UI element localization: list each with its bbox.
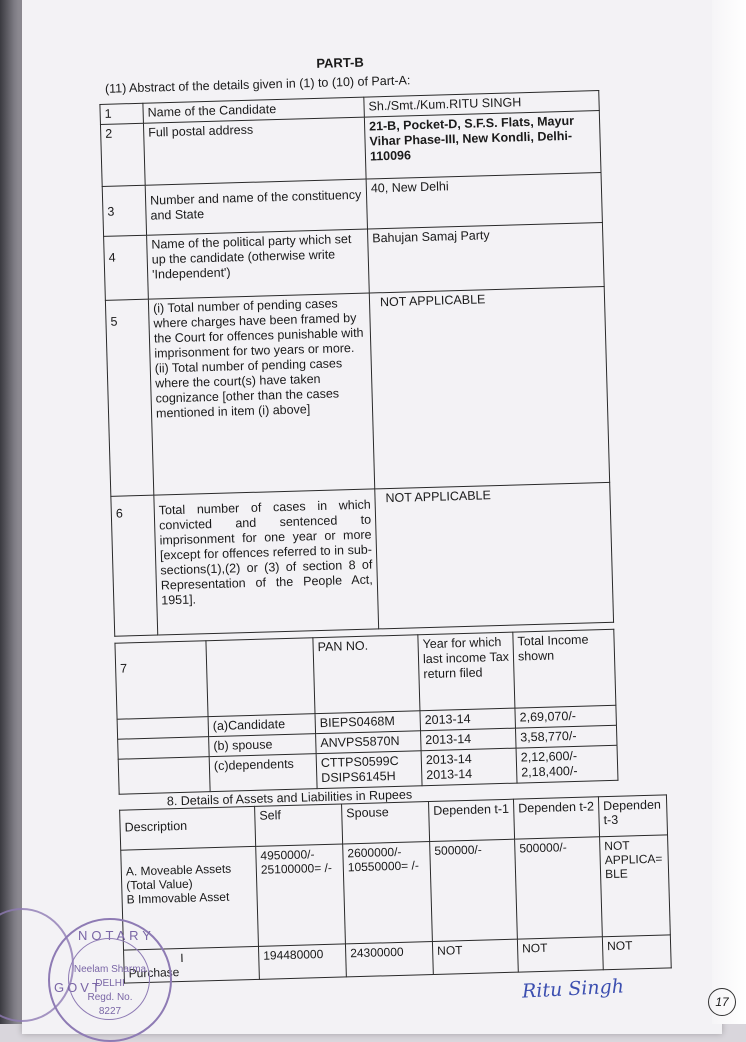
pan-number-1: CTTPS0599C [320, 753, 399, 771]
total-income: 2,69,070/- [515, 705, 617, 728]
column-header: Total Income shown [513, 629, 616, 708]
income-tax-table [114, 629, 618, 795]
total-income [516, 745, 618, 783]
pan-number [316, 751, 422, 789]
purchase-num: I [180, 950, 184, 966]
tax-year-1: 2013-14 [425, 751, 472, 768]
table-row [111, 482, 614, 636]
row-label: Total number of cases in which convicted and sentenced to imprisonment for one year or more [except for offences referred to in sub-sections(1),(2) or (3) of section 8 of Representation of the People Act, 1951]. [154, 489, 379, 635]
signature: Ritu Singh [521, 975, 625, 1003]
abstract-heading: (11) Abstract of the details given in (1) to (10) of Part-A: [104, 73, 411, 96]
purchase-dep2: NOT [517, 937, 603, 972]
blank-cell [117, 717, 209, 740]
column-header: Year for which last income Tax return filed [418, 632, 515, 711]
document-page [98, 38, 690, 1013]
tax-year-2: 2013-14 [426, 766, 473, 783]
pan-number-2: DSIPS6145H [321, 768, 396, 786]
purchase-spouse: 24300000 [345, 942, 433, 977]
seal-outer-text: NOTARY [78, 928, 155, 943]
page-number: 17 [708, 988, 736, 1016]
political-party: Bahujan Samaj Party [367, 222, 604, 293]
seal-number: 8227 [98, 1006, 122, 1017]
seal-city: DELHI [95, 978, 125, 989]
purchase-self: 194480000 [258, 944, 346, 979]
column-header: Description [120, 806, 256, 850]
immovable-assets-label: B Immovable Asset [126, 889, 230, 907]
convicted-cases-value: NOT APPLICABLE [375, 482, 614, 629]
column-header: Spouse [342, 802, 430, 844]
row-label: Name of the political party which set up the candidate (otherwise write 'Independent') [147, 229, 370, 299]
total-income-2: 2,18,400/- [521, 763, 578, 780]
table-row [105, 286, 609, 496]
column-header: Dependen t-2 [513, 797, 599, 839]
pending-cases-label-i: (i) Total number of pending cases where charges have been framed by the Court for offences punishable with imprisonment for two years or more. [152, 296, 364, 361]
pan-number: ANVPS5870N [316, 731, 422, 754]
row-number: 2 [100, 123, 145, 186]
blank-cell [118, 757, 210, 795]
column-header: Dependen t-3 [598, 795, 667, 837]
purchase-dep1: NOT [432, 939, 518, 974]
total-income-1: 2,12,600/- [520, 748, 578, 765]
assets-table [119, 794, 672, 983]
blank-cell [118, 737, 210, 760]
pending-cases-value: NOT APPLICABLE [369, 286, 609, 488]
pan-number: BIEPS0468M [315, 711, 421, 734]
dependent-type: (b) spouse [209, 734, 317, 757]
dependent-2-assets: 500000/- [515, 837, 603, 939]
row-label: Full postal address [143, 117, 366, 185]
row-number: 5 [105, 299, 153, 496]
seal-left-text: GOVT [54, 980, 103, 995]
column-header: Dependen t-1 [429, 799, 515, 841]
pending-cases-cell [148, 293, 374, 495]
spouse-assets: 2600000/- 10550000= /- [343, 842, 433, 944]
candidate-details-table [99, 90, 614, 637]
pending-cases-label-ii: (ii) Total number of pending cases where the court(s) have taken cognizance [other than the cases mentioned in item (i) above] [154, 356, 343, 421]
row-number: 1 [100, 103, 144, 124]
assets-title: 8. Details of Assets and Liabilities in Rupees [166, 787, 413, 809]
constituency: 40, New Delhi [366, 173, 602, 230]
seal-name: Neelam Sharma [73, 964, 147, 975]
notary-seal [48, 918, 172, 1042]
row-number: 7 [115, 641, 208, 720]
dependent-3-assets: NOT APPLICA= BLE [600, 835, 671, 937]
paper-edge [712, 0, 746, 1024]
row-number: 6 [111, 495, 158, 636]
dependent-type: (c)dependents [209, 754, 317, 792]
total-income: 3,58,770/- [515, 725, 617, 748]
candidate-name: Sh./Smt./Kum.RITU SINGH [364, 91, 599, 118]
part-title: PART-B [316, 54, 364, 71]
dependent-type: (a)Candidate [208, 714, 316, 737]
row-label: Number and name of the constituency and State [145, 179, 367, 235]
seal-reg: Regd. No. [87, 992, 133, 1003]
dependent-1-assets: 500000/- [430, 839, 518, 941]
row-label: Name of the Candidate [143, 97, 364, 123]
purchase-label: Purchase [128, 965, 180, 981]
tax-year: 2013-14 [421, 728, 517, 751]
blank-cell [206, 638, 315, 717]
row-number: 3 [102, 185, 146, 236]
postal-address: 21-B, Pocket-D, S.F.S. Flats, Mayur Vihar Phase-III, New Kondli, Delhi-110096 [364, 111, 601, 180]
table-row [115, 629, 616, 719]
table-row [121, 835, 671, 950]
column-header: Self [255, 804, 343, 846]
tax-year [421, 748, 517, 786]
row-number: 4 [104, 235, 149, 300]
column-header: PAN NO. [313, 635, 420, 714]
tax-year: 2013-14 [420, 708, 516, 731]
self-assets: 4950000/- 25100000= /- [256, 844, 346, 946]
moveable-assets-label: A. Moveable Assets (Total Value) [125, 861, 232, 893]
purchase-dep3: NOT [602, 935, 671, 970]
